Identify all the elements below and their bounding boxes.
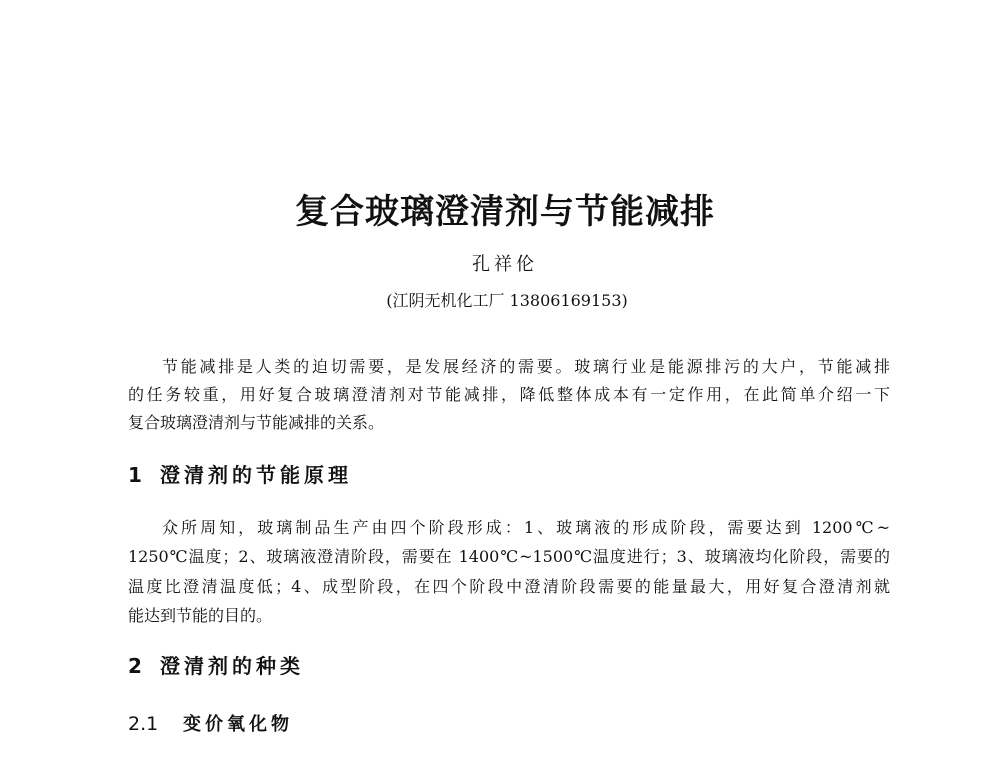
section-number: 1 — [128, 463, 142, 487]
paragraph-line: 复合玻璃澄清剂与节能减排的关系。 — [128, 413, 385, 432]
subsection-heading-2-1 — [128, 709, 293, 740]
author-name: 孔祥伦 — [472, 254, 538, 275]
section-heading-1 — [128, 460, 352, 490]
paper-title: 复合玻璃澄清剂与节能减排 — [295, 192, 715, 232]
section-title: 澄清剂的种类 — [160, 654, 304, 678]
paragraph-line: 众所周知，玻璃制品生产由四个阶段形成：1、玻璃液的形成阶段，需要达到 1200℃~ — [162, 518, 890, 537]
section-title: 澄清剂的节能原理 — [160, 463, 352, 487]
subsection-title: 变价氧化物 — [183, 714, 293, 735]
paragraph-line: 温度比澄清温度低；4、成型阶段，在四个阶段中澄清阶段需要的能量最大，用好复合澄清剂就 — [128, 576, 890, 596]
section-number: 2 — [128, 654, 142, 678]
author-affiliation: (江阴无机化工厂 13806169153) — [386, 291, 628, 310]
intro-paragraph — [128, 353, 890, 437]
subsection-number: 2.1 — [128, 713, 159, 735]
paragraph-line: 能达到节能的目的。 — [128, 605, 273, 625]
section-heading-2 — [128, 651, 304, 681]
paragraph-line: 1250℃温度；2、玻璃液澄清阶段，需要在 1400℃~1500℃温度进行；3、玻璃液均化阶段，需要的 — [128, 547, 890, 567]
section-1-paragraph — [128, 513, 890, 630]
paragraph-line: 节能减排是人类的迫切需要，是发展经济的需要。玻璃行业是能源排污的大户，节能减排 — [162, 357, 890, 376]
paragraph-line: 的任务较重，用好复合玻璃澄清剂对节能减排，降低整体成本有一定作用，在此简单介绍一下 — [128, 385, 890, 404]
